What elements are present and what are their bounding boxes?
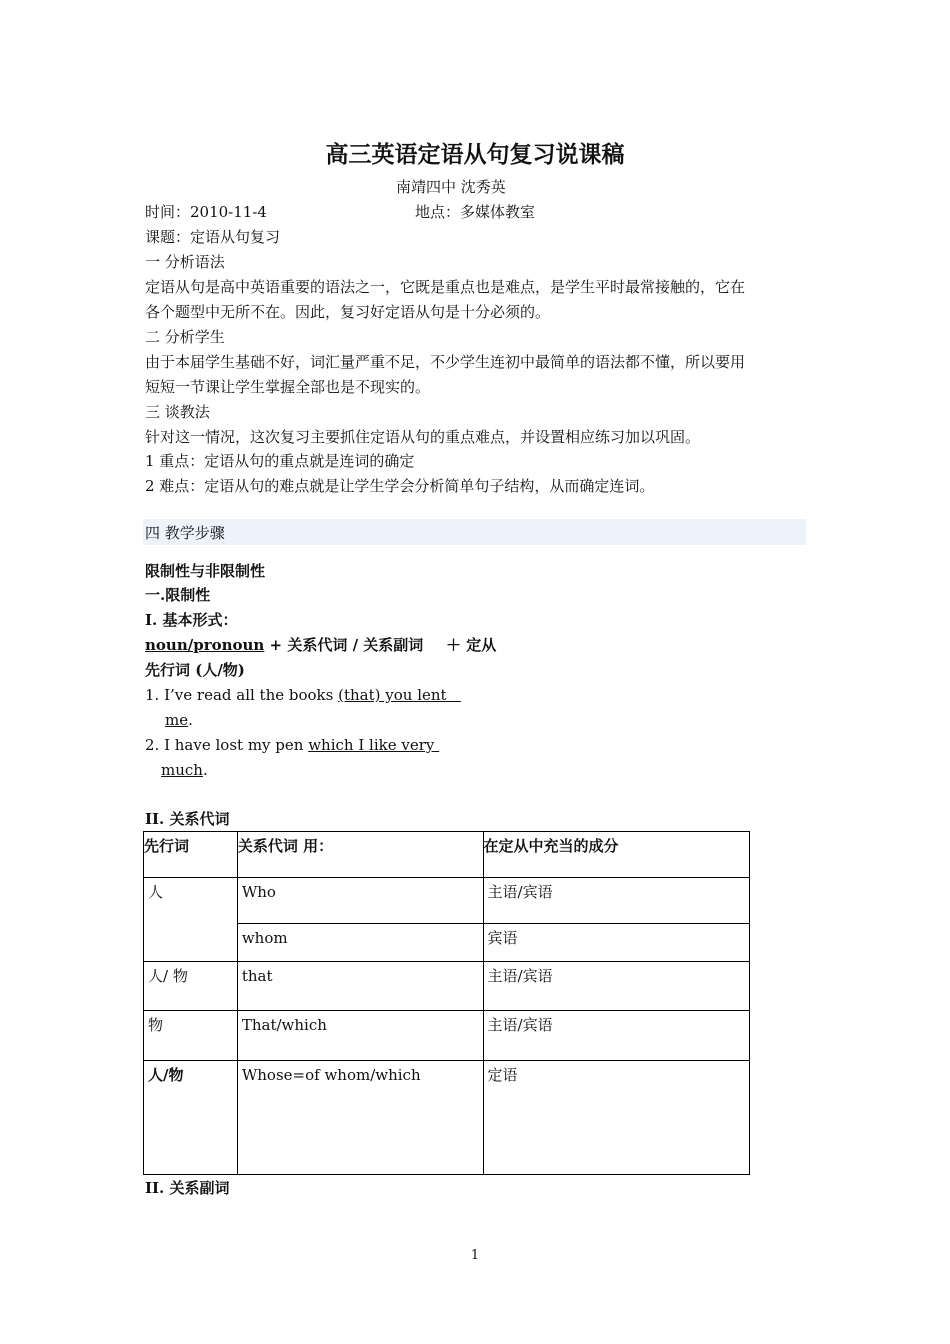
example-1-period: . (188, 711, 193, 729)
example-2-clause-end: much (161, 761, 203, 779)
table-cell: whom (237, 924, 483, 962)
example-1 (145, 685, 461, 705)
example-2-clause: which I like very (308, 736, 435, 754)
table-cell: 主语/宾语 (483, 962, 749, 1011)
relative-pronoun-table (143, 831, 750, 1175)
table-row (144, 1011, 750, 1061)
table-row (144, 878, 750, 924)
example-2-text: 2. I have lost my pen (145, 736, 309, 754)
formula-relative: + 关系代词 / 关系副词 (264, 636, 424, 654)
author: 南靖四中 沈秀英 (396, 178, 506, 196)
example-2 (145, 735, 439, 755)
relative-pronoun-heading: II. 关系代词 (145, 810, 230, 828)
table-header-row (144, 832, 750, 878)
table-cell: 人 (144, 878, 238, 962)
section-3-text: 针对这一情况，这次复习主要抓住定语从句的重点难点，并设置相应练习加以巩固。 (145, 428, 701, 446)
example-1-clause: (that) you lent (338, 686, 447, 704)
section-4-heading: 四 教学步骤 (145, 524, 225, 542)
example-1-cont (165, 710, 193, 730)
table-cell: 主语/宾语 (483, 878, 749, 924)
page-number: 1 (470, 1248, 480, 1263)
table-cell: 定语 (483, 1061, 749, 1175)
section-1-text: 定语从句是高中英语重要的语法之一，它既是重点也是难点，是学生平时最常接触的，它在 (145, 278, 746, 296)
example-2-period: . (202, 761, 208, 779)
example-1-text: 1. I’ve read all the books (145, 686, 339, 704)
formula-noun: noun/pronoun (145, 636, 265, 654)
section-2-text: 短短一节课让学生掌握全部也是不现实的。 (145, 378, 431, 396)
table-cell: 宾语 (483, 924, 749, 962)
formula-clause: ＋ 定从 (446, 636, 497, 654)
example-2-cont (161, 760, 208, 780)
subsection-restrictive: 一.限制性 (145, 586, 211, 604)
section-2-heading: 二 分析学生 (145, 328, 225, 346)
basic-form-heading: I. 基本形式： (145, 611, 238, 629)
topic: 课题：定语从句复习 (145, 228, 281, 246)
section-4-band (143, 519, 806, 545)
table-header: 关系代词 用： (237, 832, 483, 878)
place: 地点：多媒体教室 (415, 203, 536, 221)
table-header: 先行词 (144, 832, 238, 878)
table-cell: that (237, 962, 483, 1011)
table-cell: 人/物 (144, 1061, 238, 1175)
antecedent-label: 先行词 (人/物) (145, 661, 245, 679)
difficult-point: 2 难点：定语从句的难点就是让学生学会分析简单句子结构，从而确定连词。 (145, 477, 655, 495)
table-row (144, 1061, 750, 1175)
table-cell: Who (237, 878, 483, 924)
table-cell: 物 (144, 1011, 238, 1061)
formula (145, 635, 423, 655)
table-cell: 人/ 物 (144, 962, 238, 1011)
section-1-text: 各个题型中无所不在。因此，复习好定语从句是十分必须的。 (145, 303, 551, 321)
table-header: 在定从中充当的成分 (483, 832, 749, 878)
example-1-clause-end: me (165, 711, 189, 729)
section-2-text: 由于本届学生基础不好，词汇量严重不足，不少学生连初中最简单的语法都不懂，所以要用 (145, 353, 746, 371)
table-cell: Whose=of whom/which (237, 1061, 483, 1175)
key-point: 1 重点：定语从句的重点就是连词的确定 (145, 452, 415, 470)
table-cell: That/which (237, 1011, 483, 1061)
section-3-heading: 三 谈教法 (145, 403, 210, 421)
section-1-heading: 一 分析语法 (145, 253, 225, 271)
relative-adverb-heading: II. 关系副词 (145, 1179, 230, 1197)
restrictive-title: 限制性与非限制性 (145, 562, 266, 580)
table-cell: 主语/宾语 (483, 1011, 749, 1061)
table-row (144, 962, 750, 1011)
doc-title: 高三英语定语从句复习说课稿 (325, 141, 625, 168)
time: 时间：2010-11-4 (145, 203, 267, 221)
